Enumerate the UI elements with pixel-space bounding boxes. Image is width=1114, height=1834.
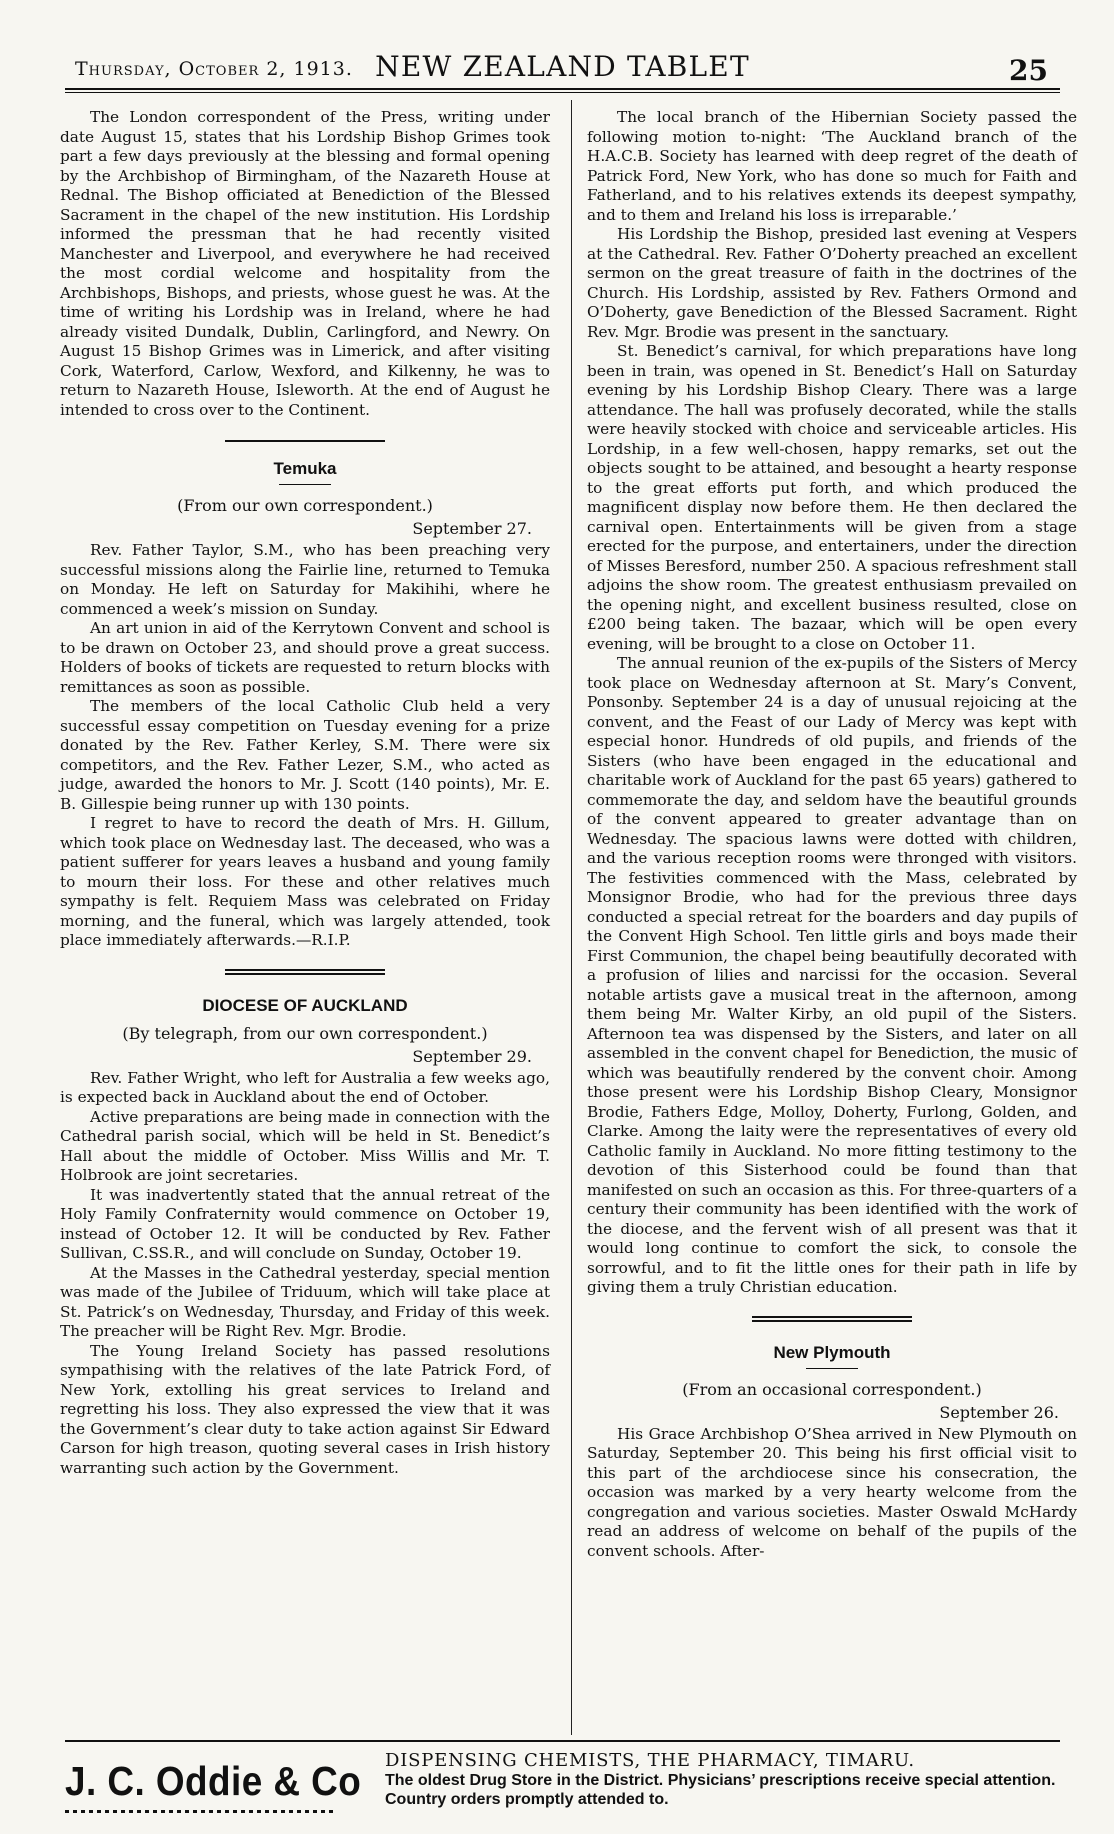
- advertisement-heading: DISPENSING CHEMISTS, THE PHARMACY, TIMARU.: [385, 1750, 915, 1771]
- advertiser-name-underline: [65, 1810, 335, 1813]
- new-plymouth-date: September 26.: [939, 1402, 1059, 1422]
- new-plymouth-paragraph: His Grace Archbishop O’Shea arrived in New Plymouth on Saturday, September 20. This being his first official visit to this part of the archdiocese since his consecration, the occasion was marked by a very hearty welcome from the congregation and various societies. Master Oswald McHardy read an address of welcome on behalf of the pupils of the convent schools. After-: [587, 1424, 1077, 1560]
- left-column: [60, 108, 550, 1478]
- publication-title: NEW ZEALAND TABLET: [375, 50, 750, 83]
- auckland-byline: (By telegraph, from our own correspondent.): [122, 1023, 488, 1043]
- new-plymouth-byline: (From an occasional correspondent.): [682, 1379, 982, 1399]
- advertiser-name: J. C. Oddie & Co: [65, 1758, 362, 1804]
- auckland-paragraph: At the Masses in the Cathedral yesterday, special mention was made of the Jubilee of Triduum, which will take place at St. Patrick’s on Wednesday, Thursday, and Friday of this week. The preacher will be Right Rev. Mgr. Brodie.: [60, 1263, 550, 1340]
- temuka-paragraph: An art union in aid of the Kerrytown Convent and school is to be drawn on October 23, and should prove a great success. Holders of books of tickets are requested to return blocks with remittances as soon as possible.: [60, 619, 550, 696]
- auckland-paragraph: Rev. Father Wright, who left for Australia a few weeks ago, is expected back in Auckland about the end of October.: [60, 1068, 550, 1106]
- column-divider: [571, 100, 572, 1735]
- auckland-continued-paragraph: The local branch of the Hibernian Society passed the following motion to-night: ‘The Auckland branch of the H.A.C.B. Society has learned with deep regret of the death of Patrick Ford, New York, who has done so much for Faith and Fatherland, and to his relatives extends its deepest sympathy, and to them and Ireland his loss is irreparable.’: [587, 108, 1077, 224]
- auckland-continued-paragraph: His Lordship the Bishop, presided last evening at Vespers at the Cathedral. Rev. Father O’Doherty preached an excellent sermon on the great treasure of faith in the doctrines of the Church. His Lordship, assisted by Rev. Fathers Ormond and O’Doherty, gave Benediction of the Blessed Sacrament. Right Rev. Mgr. Brodie was present in the sanctuary.: [587, 225, 1077, 341]
- auckland-paragraph: It was inadvertently stated that the annual retreat of the Holy Family Confraternity would commence on October 19, instead of October 12. It will be conducted by Rev. Father Sullivan, C.SS.R., and will conclude on Sunday, October 19.: [60, 1185, 550, 1262]
- page-header: [65, 48, 1060, 90]
- auckland-heading: DIOCESE OF AUCKLAND: [202, 995, 408, 1015]
- temuka-paragraph: Rev. Father Taylor, S.M., who has been preaching very successful missions along the Fairlie line, returned to Temuka on Monday. He left on Saturday for Makihihi, where he commenced a week’s mission on Sunday.: [60, 541, 550, 618]
- auckland-continued-paragraph: St. Benedict’s carnival, for which preparations have long been in train, was opened in St. Benedict’s Hall on Saturday evening by his Lordship Bishop Cleary. There was a large attendance. The hall was profusely decorated, while the stalls were heavily stocked with choice and serviceable articles. His Lordship, in a few well-chosen, happy remarks, set out the objects sought to be attained, and besought a hearty response to the great efforts put forth, and which produced the magnificent display now before them. He then declared the carnival open. Entertainments will be given from a stage erected for the purpose, and entertainers, under the direction of Misses Beresford, number 250. A spacious refreshment stall adjoins the show room. The greatest enthusiasm prevailed on the opening night, and excellent business resulted, close on £200 being taken. The bazaar, which will be open every evening, will be brought to a close on October 11.: [587, 342, 1077, 653]
- temuka-heading: Temuka: [273, 459, 337, 478]
- heading-underline: [806, 1368, 858, 1369]
- auckland-paragraph: Active preparations are being made in connection with the Cathedral parish social, which will be held in St. Benedict’s Hall about the middle of October. Miss Willis and Mr. T. Holbrook are joint secretaries.: [60, 1107, 550, 1184]
- section-divider: [225, 440, 385, 442]
- auckland-date: September 29.: [412, 1046, 532, 1066]
- new-plymouth-heading: New Plymouth: [773, 1342, 891, 1362]
- auckland-paragraph: The Young Ireland Society has passed resolutions sympathising with the relatives of the late Patrick Ford, of New York, extolling his great services to Ireland and regretting his loss. They also expressed the view that it was the Government’s clear duty to take action against Sir Edward Carson for high treason, quoting several cases in Irish history warranting such action by the Government.: [60, 1341, 550, 1477]
- page-number: 25: [1009, 54, 1048, 87]
- auckland-continued-paragraph: The annual reunion of the ex-pupils of the Sisters of Mercy took place on Wednesday afternoon at St. Mary’s Convent, Ponsonby. September 24 is a day of unusual rejoicing at the convent, and the Feast of our Lady of Mercy was kept with especial honor. Hundreds of old pupils, and friends of the Sisters (who have been engaged in the educational and charitable work of Auckland for the past 65 years) gathered to commemorate the day, and seldom have the beautiful grounds of the convent appeared to greater advantage than on Wednesday. The spacious lawns were dotted with children, and the various reception rooms were thronged with visitors. The festivities commenced with the Mass, celebrated by Monsignor Brodie, who had for the previous three days conducted a special retreat for the boarders and day pupils of the Convent High School. Ten little girls and boys made their First Communion, the chapel being beautifully decorated with a profusion of lilies and narcissi for the occasion. Several notable artists gave a musical treat in the afternoon, among them being Mr. Walter Kirby, an old pupil of the Sisters. Afternoon tea was dispensed by the Sisters, and later on all assembled in the convent chapel for Benediction, the music of which was beautifully rendered by the convent choir. Among those present were his Lordship Bishop Cleary, Monsignor Brodie, Fathers Edge, Molloy, Doherty, Furlong, Golden, and Clarke. Among the laity were the representatives of every old Catholic family in Auckland. No more fitting testimony to the devotion of this Sisterhood could be found than that manifested on such an occasion as this. For three-quarters of a century their community has been identified with the work of the diocese, and the fervent wish of all present was that it would long continue to comfort the sick, to console the sorrowful, and to fit the little ones for their path in life by giving them a truly Christian education.: [587, 654, 1077, 1296]
- double-section-divider: [225, 969, 385, 975]
- advertisement: [65, 1740, 1060, 1816]
- heading-underline: [279, 484, 331, 485]
- right-column: [587, 108, 1077, 1561]
- temuka-paragraph: I regret to have to record the death of Mrs. H. Gillum, which took place on Wednesday last. The deceased, who was a patient sufferer for years leaves a husband and young family to mourn their loss. For these and other relatives much sympathy is felt. Requiem Mass was celebrated on Friday morning, and the funeral, which was largely attended, took place immediately afterwards.—R.I.P.: [60, 814, 550, 949]
- double-section-divider: [752, 1316, 912, 1322]
- advertisement-body: The oldest Drug Store in the District. Physicians’ prescriptions receive special attention. Country orders promptly attended to.: [385, 1772, 1056, 1808]
- article-bishop-grimes: The London correspondent of the Press, writing under date August 15, states that his Lordship Bishop Grimes took part a few days previously at the blessing and formal opening by the Archbishop of Birmingham, of the Nazareth House at Rednal. The Bishop officiated at Benediction of the Blessed Sacrament in the chapel of the new institution. His Lordship informed the pressman that he had recently visited Manchester and Liverpool, and everywhere he had received the most cordial welcome and hospitality from the Archbishops, Bishops, and priests, whose guest he was. At the time of writing his Lordship was in Ireland, where he had already visited Dundalk, Dublin, Carlingford, and Newry. On August 15 Bishop Grimes was in Limerick, and after visiting Cork, Waterford, Carlow, Wexford, and Kilkenny, he was to return to Nazareth House, Isleworth. At the end of August he intended to cross over to the Continent.: [60, 108, 550, 419]
- temuka-date: September 27.: [412, 519, 532, 538]
- issue-date: Thursday, October 2, 1913.: [75, 58, 353, 80]
- temuka-paragraph: The members of the local Catholic Club held a very successful essay competition on Tuesday evening for a prize donated by the Rev. Father Kerley, S.M. There were six competitors, and the Rev. Father Lezer, S.M., who acted as judge, awarded the honors to Mr. J. Scott (140 points), Mr. E. B. Gillespie being runner up with 130 points.: [60, 697, 550, 813]
- temuka-byline: (From our own correspondent.): [177, 496, 433, 515]
